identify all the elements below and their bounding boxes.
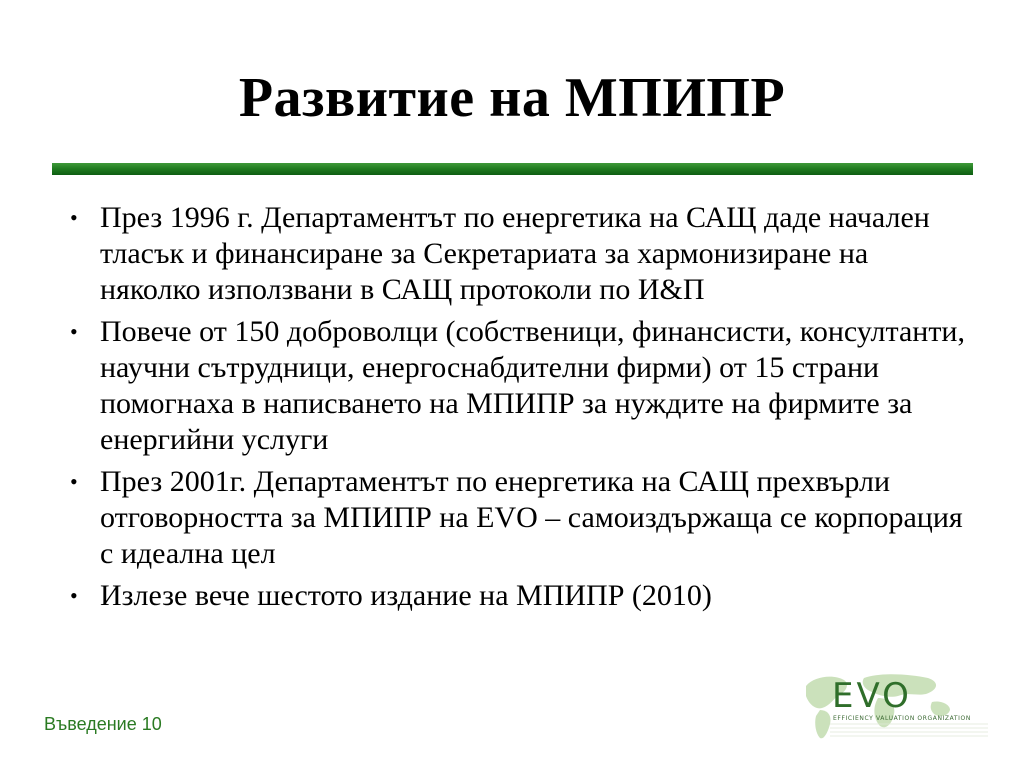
bullet-text: През 1996 г. Департаментът по енергетика на САЩ даде начален тласък и финансиране за Секретариата за хармонизиране на няколко използвани в САЩ протоколи по И&П <box>100 201 930 306</box>
bullet-item <box>68 578 968 614</box>
bullet-item <box>68 314 968 458</box>
bullet-icon: • <box>70 583 78 608</box>
bullet-text: Излезе вече шестото издание на МПИПР (2010) <box>100 579 712 612</box>
bullet-item <box>68 200 968 308</box>
bullet-icon: • <box>70 469 78 494</box>
title-divider <box>52 163 973 175</box>
bullet-text: През 2001г. Департаментът по енергетика на САЩ прехвърли отговорността за МПИПР на EVO – самоиздържаща се корпорация с идеална цел <box>100 465 963 570</box>
bullet-list <box>68 200 968 620</box>
bullet-icon: • <box>70 205 78 230</box>
bullet-icon: • <box>70 319 78 344</box>
bullet-item <box>68 464 968 572</box>
logo-subtitle: EFFICIENCY VALUATION ORGANIZATION <box>833 715 971 722</box>
evo-logo <box>800 668 990 744</box>
logo-wordmark: EVO <box>832 676 912 716</box>
footer-section-page: Въведение 10 <box>44 714 162 734</box>
slide-title: Развитие на МПИПР <box>238 67 786 129</box>
bullet-text: Повече от 150 доброволци (собственици, финансисти, консултанти, научни сътрудници, енергоснабдителни фирми) от 15 страни помогнаха в написването на МПИПР за нуждите на фирмите за енергийни услуги <box>100 315 965 456</box>
